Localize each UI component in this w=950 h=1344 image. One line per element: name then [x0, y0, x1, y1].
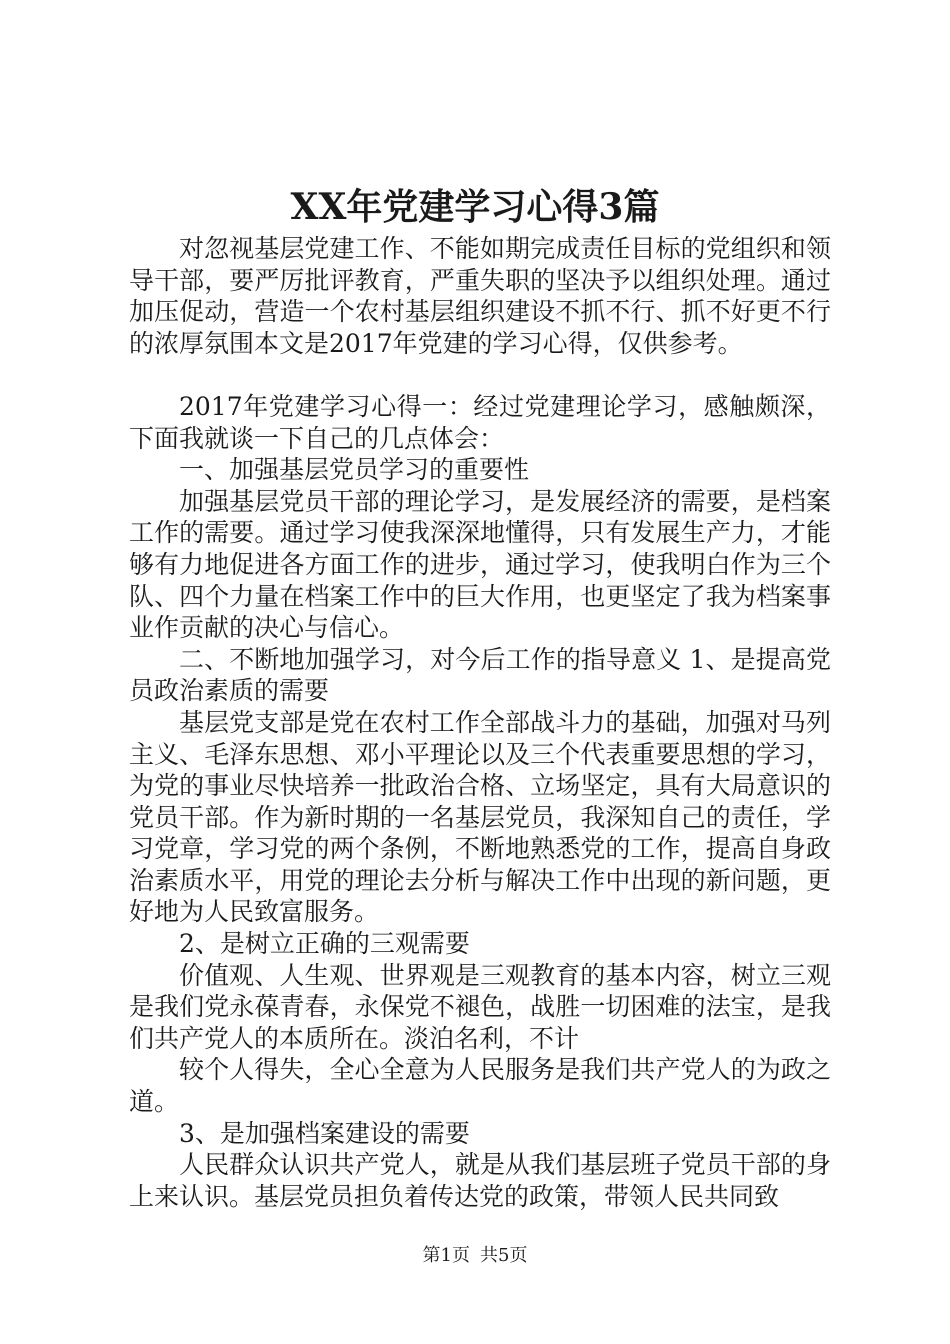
- intro-paragraph: 对忽视基层党建工作、不能如期完成责任目标的党组织和领导干部，要严厉批评教育，严重失职的坚决予以组织处理。通过加压促动，营造一个农村基层组织建设不抓不行、抓不好更不行的浓厚氛围本文是2017年党建的学习心得，仅供参考。: [129, 234, 831, 358]
- document-title: XX年党建学习心得3篇: [290, 186, 660, 228]
- body-paragraph: 加强基层党员干部的理论学习，是发展经济的需要，是档案工作的需要。通过学习使我深深地懂得，只有发展生产力，才能够有力地促进各方面工作的进步，通过学习，使我明白作为三个队、四个力量在档案工作中的巨大作用，也更坚定了我为档案事业作贡献的决心与信心。: [129, 486, 831, 643]
- document-body: [129, 233, 831, 1212]
- section-heading: 二、不断地加强学习，对今后工作的指导意义 1、是提高党员政治素质的需要: [129, 644, 831, 706]
- body-paragraph: 2017年党建学习心得一：经过党建理论学习，感触颇深，下面我就谈一下自己的几点体会：: [129, 391, 831, 453]
- page-total: 共5页: [480, 1245, 528, 1266]
- page-number: 第1页: [422, 1245, 470, 1266]
- section-heading: 3、是加强档案建设的需要: [179, 1118, 470, 1148]
- section-heading: 一、加强基层党员学习的重要性: [179, 455, 530, 485]
- body-paragraph: 基层党支部是党在农村工作全部战斗力的基础，加强对马列主义、毛泽东思想、邓小平理论以及三个代表重要思想的学习，为党的事业尽快培养一批政治合格、立场坚定，具有大局意识的党员干部。作为新时期的一名基层党员，我深知自己的责任，学习党章，学习党的两个条例，不断地熟悉党的工作，提高自身政治素质水平，用党的理论去分析与解决工作中出现的新问题，更好地为人民致富服务。: [129, 707, 831, 927]
- page-footer: [0, 1244, 950, 1268]
- section-heading: 2、是树立正确的三观需要: [179, 929, 470, 959]
- body-paragraph: 人民群众认识共产党人，就是从我们基层班子党员干部的身上来认识。基层党员担负着传达党的政策，带领人民共同致: [129, 1150, 831, 1211]
- body-paragraph: 较个人得失，全心全意为人民服务是我们共产党人的为政之道。: [129, 1055, 831, 1117]
- body-paragraph: 价值观、人生观、世界观是三观教育的基本内容，树立三观是我们党永葆青春，永保党不褪色，战胜一切困难的法宝，是我们共产党人的本质所在。淡泊名利，不计: [129, 960, 831, 1053]
